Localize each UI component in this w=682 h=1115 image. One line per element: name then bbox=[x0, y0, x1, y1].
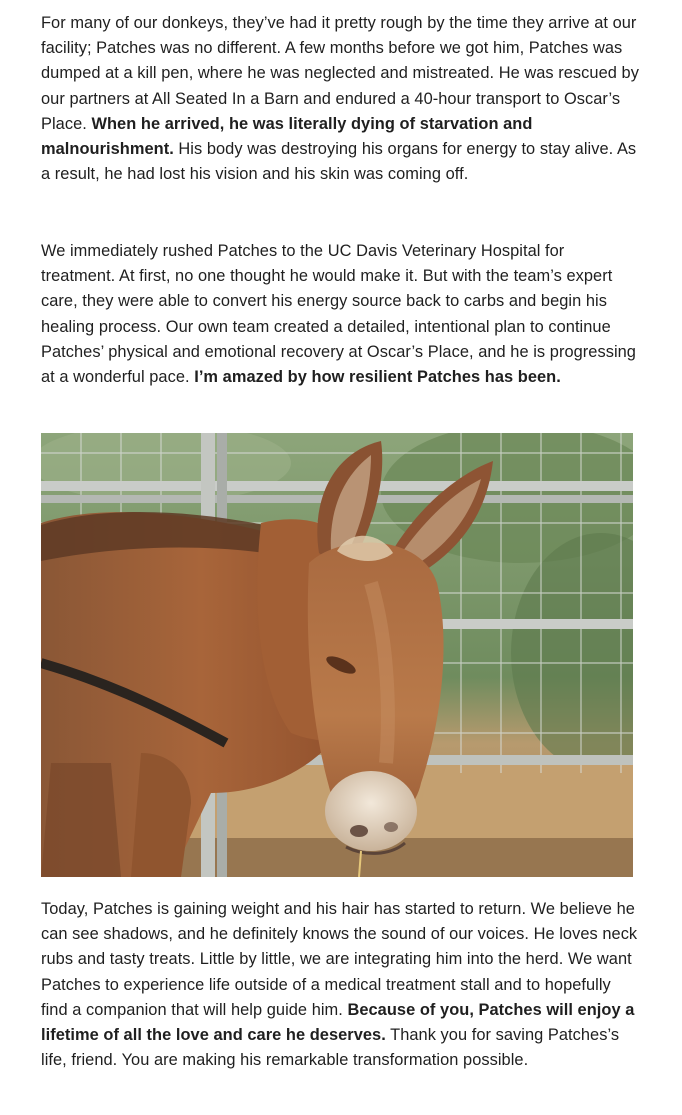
paragraph-text: For many of our donkeys, they’ve had it pretty rough by the time they arrive at our facility; Patches was no different. A few months before we got him, Patches was dumped at a kill pen, where he was neglected and mistreated. He was rescued by our partners at All Seated In a Barn and endured a 40-hour transport to Oscar’s Place. bbox=[41, 14, 639, 133]
paragraph-emphasis: I’m amazed by how resilient Patches has been. bbox=[194, 368, 561, 387]
paragraph-arrival bbox=[41, 11, 641, 187]
paragraph-text: Today, Patches is gaining weight and his hair has started to return. We believe he can see shadows, and he definitely knows the sound of our voices. He loves neck rubs and tasty treats. Little by little, we are integrating him into the herd. We want Patches to experience life outside of a medical treatment stall and to hopefully find a companion that will help guide him. bbox=[41, 900, 638, 1019]
paragraph-text: Thank you for saving Patches’s life, friend. You are making his remarkable transformation possible. bbox=[41, 1026, 620, 1070]
paragraph-text: We immediately rushed Patches to the UC Davis Veterinary Hospital for treatment. At first, no one thought he would make it. But with the team’s expert care, they were able to convert his energy source back to carbs and begin his healing process. Our own team created a detailed, intentional plan to continue Patches’ physical and emotional recovery at Oscar’s Place, and he is progressing at a wonderful pace. bbox=[41, 242, 636, 387]
donkey-photo-illustration bbox=[41, 433, 633, 877]
paragraph-today bbox=[41, 897, 641, 1073]
donkey-photo bbox=[41, 433, 633, 877]
paragraph-treatment bbox=[41, 239, 641, 390]
paragraph-emphasis: When he arrived, he was literally dying of starvation and malnourishment. bbox=[41, 114, 533, 159]
paragraph-text: His body was destroying his organs for energy to stay alive. As a result, he had lost his vision and his skin was coming off. bbox=[41, 140, 637, 184]
paragraph-emphasis: Because of you, Patches will enjoy a lifetime of all the love and care he deserves. bbox=[41, 1000, 635, 1045]
